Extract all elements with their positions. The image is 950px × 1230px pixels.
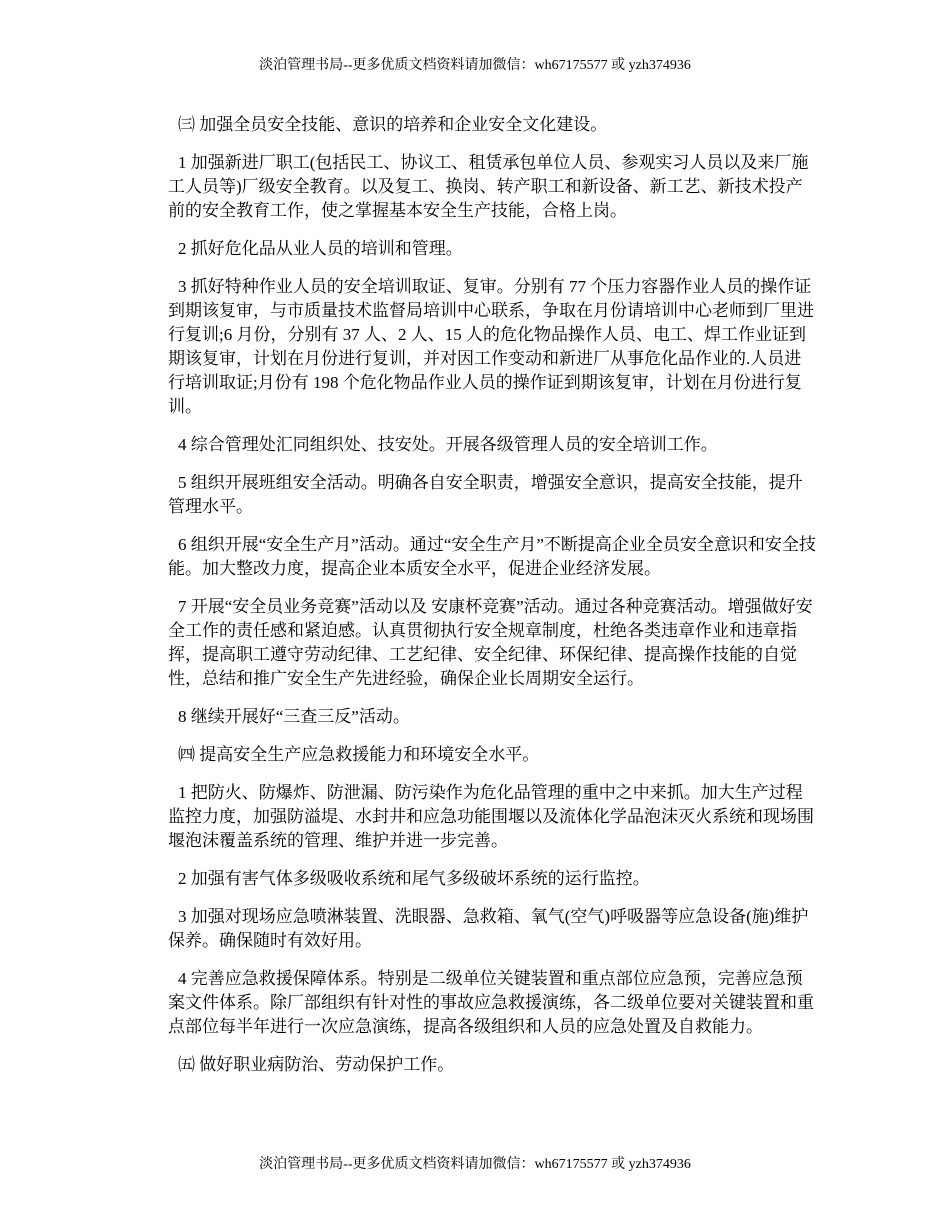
paragraph-item-3: 3 抓好特种作业人员的安全培训取证、复审。分别有 77 个压力容器作业人员的操作证到期该复审，与市质量技术监督局培训中心联系，争取在月份请培训中心老师到厂里进行复训;6 月份，分别有 37 人、2 人、15 人的危化物品操作人员、电工、焊工作业证到期该复审，计划在月份进行复训，并对因工作变动和新进厂从事危化品作业的.人员进行培训取证;月份有 198 个危化物品作业人员的操作证到期该复审，计划在月份进行复训。 (168, 277, 814, 416)
paragraph-item-4: 4 完善应急救援保障体系。特别是二级单位关键装置和重点部位应急预，完善应急预案文件体系。除厂部组织有针对性的事故应急救援演练，各二级单位要对关键装置和重点部位每半年进行一次应急演练，提高各级组织和人员的应急处置及自救能力。 (168, 969, 814, 1036)
paragraph-item-4: 4 综合管理处汇同组织处、技安处。开展各级管理人员的安全培训工作。 (178, 435, 718, 454)
paragraph-item-7: 7 开展“安全员业务竞赛”活动以及 安康杯竞赛”活动。通过各种竞赛活动。增强做好安全工作的责任感和紧迫感。认真贯彻执行安全规章制度，杜绝各类违章作业和违章指挥，提高职工遵守劳动纪律、工艺纪律、安全纪律、环保纪律、提高操作技能的自觉性，总结和推广安全生产先进经验，确保企业长周期安全运行。 (168, 597, 813, 688)
page-footer: 淡泊管理书局--更多优质文档资料请加微信：wh67175577 或 yzh374936 (259, 1157, 691, 1172)
paragraph-item-3: 3 加强对现场应急喷淋装置、洗眼器、急救箱、氧气(空气)呼吸器等应急设备(施)维护保养。确保随时有效好用。 (168, 907, 809, 950)
paragraph-item-2: 2 抓好危化品从业人员的培训和管理。 (178, 239, 463, 258)
paragraph-item-2: 2 加强有害气体多级吸收系统和尾气多级破坏系统的运行监控。 (178, 869, 650, 888)
section-heading-4: ㈣ 提高安全生产应急救援能力和环境安全水平。 (178, 745, 540, 764)
section-heading-5: ㈤ 做好职业病防治、劳动保护工作。 (178, 1055, 455, 1074)
paragraph-item-6: 6 组织开展“安全生产月”活动。通过“安全生产月”不断提高企业全员安全意识和安全技能。加大整改力度，提高企业本质安全水平，促进企业经济发展。 (168, 535, 816, 578)
document-body (168, 113, 818, 1091)
paragraph-item-5: 5 组织开展班组安全活动。明确各自安全职责，增强安全意识，提高安全技能，提升管理水平。 (168, 473, 803, 516)
page-header: 淡泊管理书局--更多优质文档资料请加微信：wh67175577 或 yzh374936 (259, 58, 691, 73)
paragraph-item-8: 8 继续开展好“三查三反”活动。 (178, 707, 410, 726)
paragraph-item-1: 1 把防火、防爆炸、防泄漏、防污染作为危化品管理的重中之中来抓。加大生产过程监控力度，加强防溢堤、水封井和应急功能围堰以及流体化学品泡沫灭火系统和现场围堰泡沫覆盖系统的管理、维护并进一步完善。 (168, 783, 814, 850)
paragraph-item-1: 1 加强新进厂职工(包括民工、协议工、租赁承包单位人员、参观实习人员以及来厂施工人员等)厂级安全教育。以及复工、换岗、转产职工和新设备、新工艺、新技术投产前的安全教育工作，使之掌握基本安全生产技能，合格上岗。 (168, 153, 809, 220)
section-heading-3: ㈢ 加强全员安全技能、意识的培养和企业安全文化建设。 (178, 115, 608, 134)
